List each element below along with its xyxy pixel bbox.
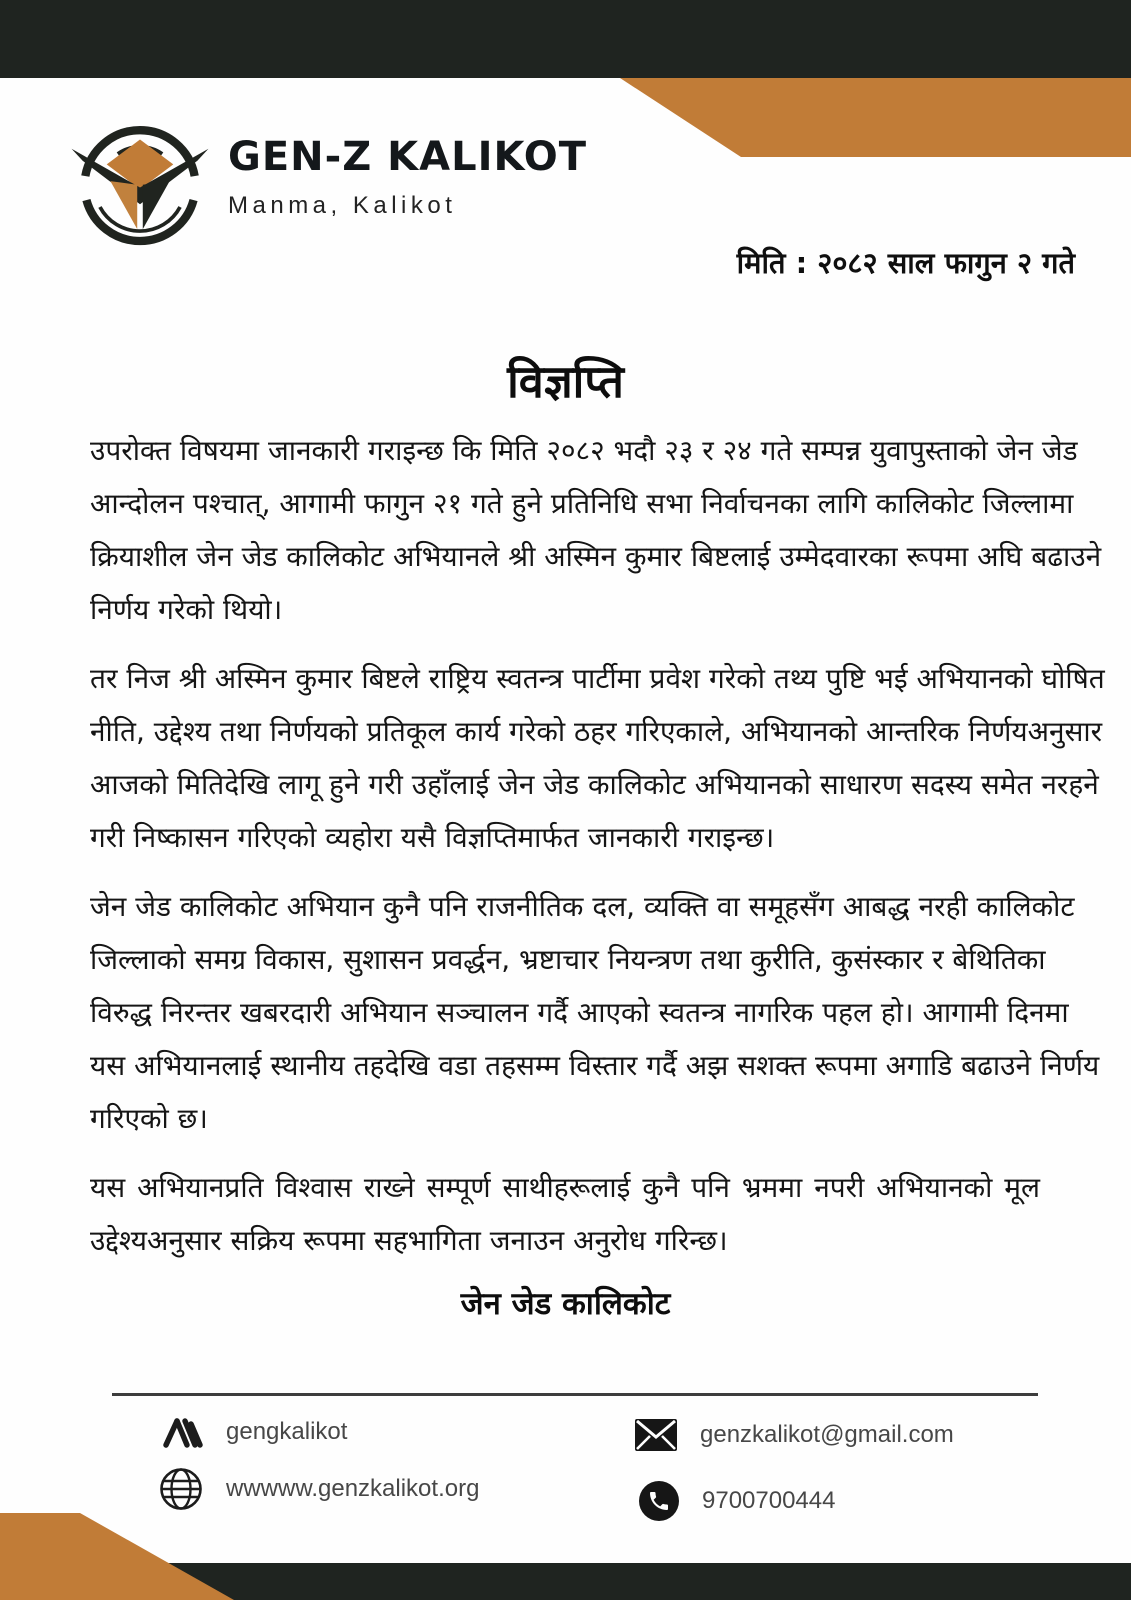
bottom-orange-triangle xyxy=(0,1513,240,1600)
footer-social xyxy=(162,1414,347,1450)
date-line: मिति : २०८२ साल फागुन २ गते xyxy=(736,246,1075,280)
paragraph xyxy=(90,880,1100,1145)
gen-z-kalikot-emblem-icon xyxy=(66,106,214,258)
footer-email xyxy=(634,1418,954,1452)
envelope-icon xyxy=(634,1418,678,1452)
brand-block xyxy=(228,134,587,220)
signature: जेन जेड कालिकोट xyxy=(460,1286,671,1322)
paragraph-line: उद्देश्यअनुसार सक्रिय रूपमा सहभागिता जनाउन अनुरोध गरिन्छ। xyxy=(90,1224,728,1257)
phone-number: 9700700444 xyxy=(702,1487,836,1514)
document-body xyxy=(90,424,1105,1283)
paragraph-line: यस अभियानलाई स्थानीय तहदेखि वडा तहसम्म विस्तार गर्दै अझ सशक्त रूपमा अगाडि बढाउने निर्णय xyxy=(90,1049,1100,1082)
header-black-band xyxy=(0,0,1131,78)
paragraph-line: जेन जेड कालिकोट अभियान कुनै पनि राजनीतिक दल, व्यक्ति वा समूहसँग आबद्ध नरही कालिकोट xyxy=(90,890,1075,923)
paragraph-line: गरिएको छ। xyxy=(90,1102,208,1135)
paragraph-line: यस अभियानप्रति विश्वास राख्ने सम्पूर्ण साथीहरूलाई कुनै पनि भ्रममा नपरी अभियानको मूल xyxy=(90,1171,1040,1204)
paragraph-line: नीति, उद्देश्य तथा निर्णयको प्रतिकूल कार्य गरेको ठहर गरिएकाले, अभियानको आन्तरिक निर्णयअनुसार xyxy=(90,715,1103,748)
paragraph xyxy=(90,1161,1040,1267)
document-title: विज्ञप्ति xyxy=(507,355,624,408)
globe-icon xyxy=(158,1466,204,1512)
paragraph xyxy=(90,652,1105,864)
paragraph-line: जिल्लाको समग्र विकास, सुशासन प्रवर्द्धन, भ्रष्टाचार नियन्त्रण तथा कुरीति, कुसंस्कार र बेथितिका xyxy=(90,943,1046,976)
paragraph-line: गरी निष्कासन गरिएको व्यहोरा यसै विज्ञप्तिमार्फत जानकारी गराइन्छ। xyxy=(90,821,775,854)
footer-website xyxy=(158,1466,479,1512)
footer-phone xyxy=(638,1480,835,1522)
monogram-icon xyxy=(162,1414,204,1450)
brand-title: GEN-Z KALIKOT xyxy=(228,134,587,180)
paragraph-line: निर्णय गरेको थियो। xyxy=(90,593,283,626)
paragraph-line: तर निज श्री अस्मिन कुमार बिष्टले राष्ट्रिय स्वतन्त्र पार्टीमा प्रवेश गरेको तथ्य पुष्टि भई अभियानको घोषित xyxy=(90,662,1105,695)
phone-icon xyxy=(638,1480,680,1522)
social-handle: gengkalikot xyxy=(226,1418,348,1445)
paragraph xyxy=(90,424,1102,636)
footer-divider xyxy=(112,1393,1038,1396)
paragraph-line: विरुद्ध निरन्तर खबरदारी अभियान सञ्चालन गर्दै आएको स्वतन्त्र नागरिक पहल हो। आगामी दिनमा xyxy=(90,996,1069,1029)
email-address: genzkalikot@gmail.com xyxy=(700,1421,954,1448)
paragraph-line: आन्दोलन पश्चात्, आगामी फागुन २१ गते हुने प्रतिनिधि सभा निर्वाचनका लागि कालिकोट जिल्लामा xyxy=(90,487,1074,520)
paragraph-line: आजको मितिदेखि लागू हुने गरी उहाँलाई जेन जेड कालिकोट अभियानको साधारण सदस्य समेत नरहने xyxy=(90,768,1099,801)
paragraph-line: क्रियाशील जेन जेड कालिकोट अभियानले श्री अस्मिन कुमार बिष्टलाई उम्मेदवारका रूपमा अघि बढाउने xyxy=(90,540,1102,573)
website-url: wwwww.genzkalikot.org xyxy=(226,1475,480,1502)
paragraph-line: उपरोक्त विषयमा जानकारी गराइन्छ कि मिति २०८२ भदौ २३ र २४ गते सम्पन्न युवापुस्ताको जेन जेड xyxy=(90,434,1078,467)
brand-subtitle: Manma, Kalikot xyxy=(228,192,457,219)
